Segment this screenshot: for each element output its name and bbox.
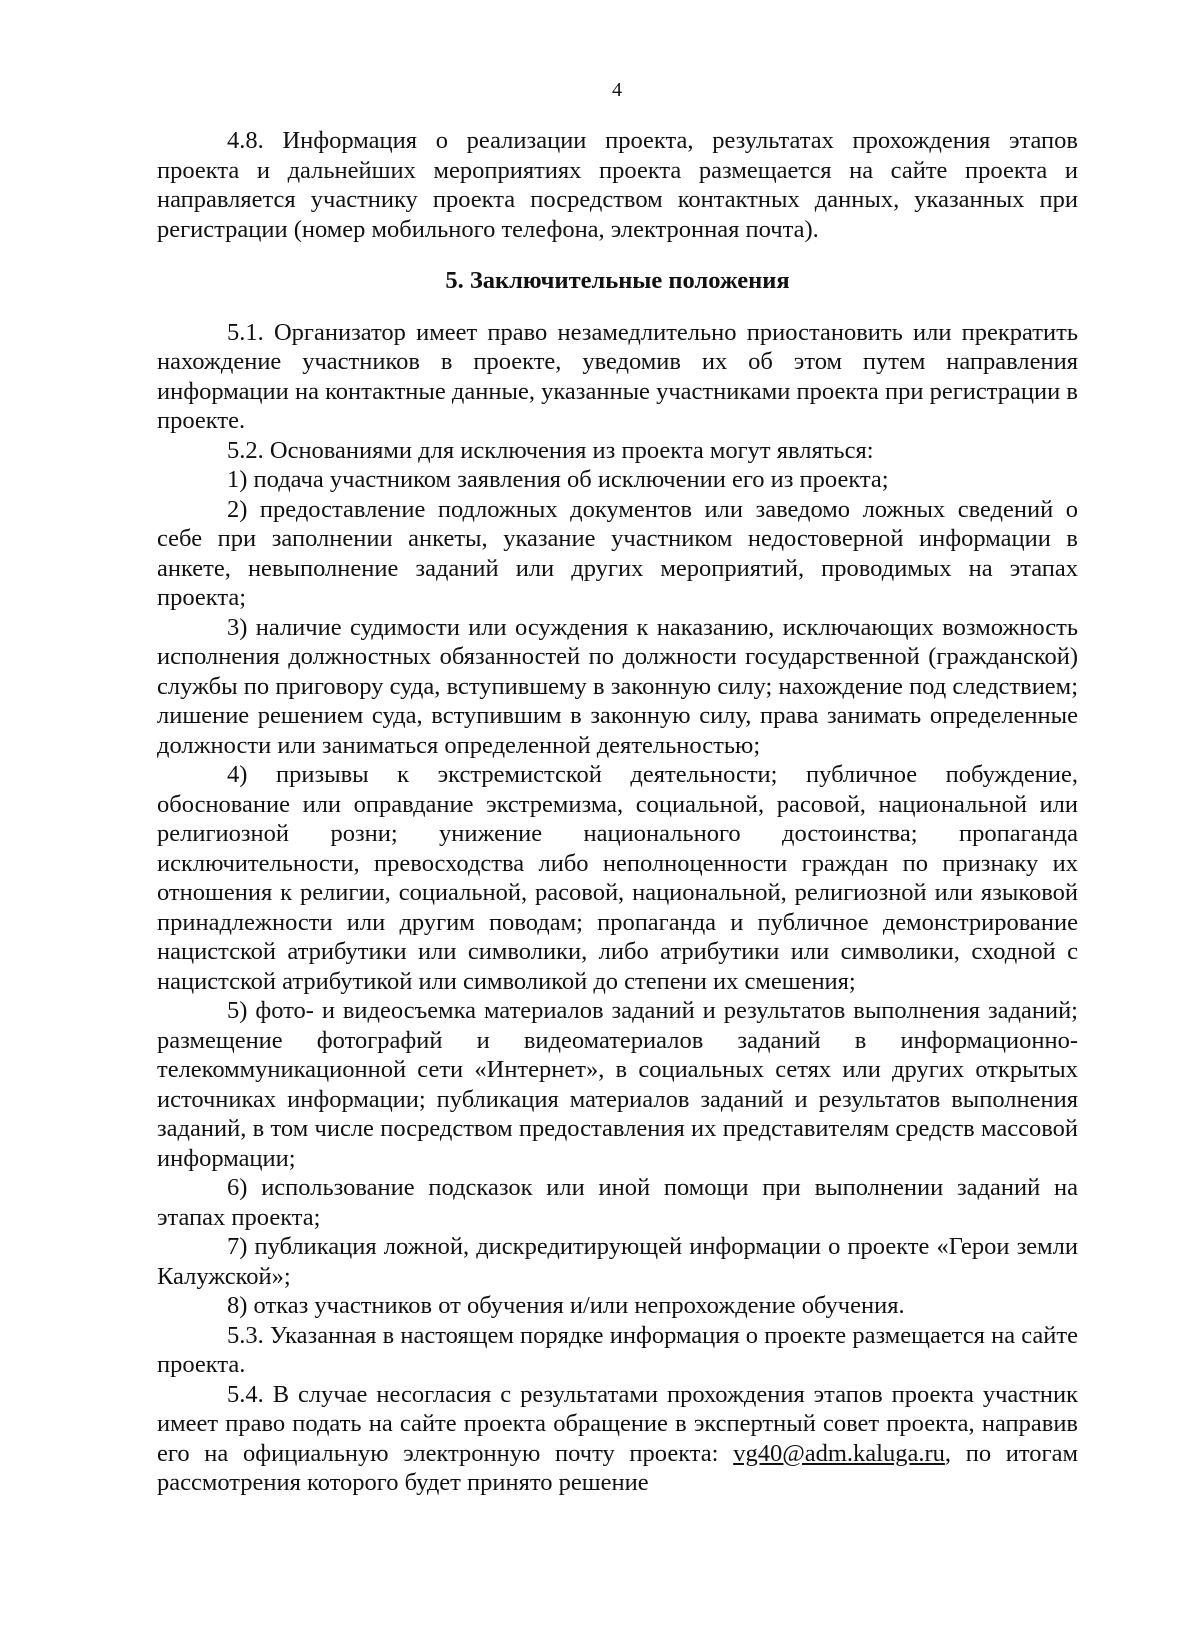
page-number: 4	[612, 79, 622, 101]
section-heading: 5. Заключительные положения	[445, 267, 790, 294]
paragraph-5-1: 5.1. Организатор имеет право незамедлительно приостановить или прекратить нахождение участников в проекте, уведомив их об этом путем направления информации на контактные данные, указанные участниками проекта при регистрации в проекте.	[157, 318, 1078, 434]
paragraph-5-2: 5.2. Основаниями для исключения из проекта могут являться:	[227, 436, 874, 464]
paragraph-5-4-text-end: , по итогам рассмотрения которого будет принято решение	[157, 1439, 1078, 1496]
list-item-2: 2) предоставление подложных документов или заведомо ложных сведений о себе при заполнении анкеты, указание участником недостоверной информации в анкете, невыполнение заданий или других мероприятий, проводимых на этапах проекта;	[157, 495, 1078, 611]
list-item-4: 4) призывы к экстремистской деятельности; публичное побуждение, обоснование или оправдание экстремизма, социальной, расовой, национальной или религиозной розни; унижение национального достоинства; пропаганда исключительности, превосходства либо неполноценности граждан по признаку их отношения к религии, социальной, расовой, национальной, религиозной или языковой принадлежности или другим поводам; пропаганда и публичное демонстрирование нацистской атрибутики или символики, либо атрибутики или символики, сходной с нацистской атрибутикой или символикой до степени их смешения;	[157, 761, 1078, 995]
project-email-link[interactable]: vg40@adm.kaluga.ru	[733, 1439, 945, 1467]
paragraph-4-8: 4.8. Информация о реализации проекта, результатах прохождения этапов проекта и дальнейших мероприятиях проекта размещается на сайте проекта и направляется участнику проекта посредством контактных данных, указанных при регистрации (номер мобильного телефона, электронная почта).	[157, 127, 1078, 243]
document-body	[157, 126, 1078, 1498]
list-item-3: 3) наличие судимости или осуждения к наказанию, исключающих возможность исполнения должностных обязанностей по должности государственной (гражданской) службы по приговору суда, вступившему в законную силу; нахождение под следствием; лишение решением суда, вступившим в законную силу, права занимать определенные должности или заниматься определенной деятельностью;	[157, 613, 1078, 759]
list-item-6: 6) использование подсказок или иной помощи при выполнении заданий на этапах проекта;	[157, 1174, 1078, 1231]
list-item-5: 5) фото- и видеосъемка материалов заданий и результатов выполнения заданий; размещение фотографий и видеоматериалов заданий в информационно-телекоммуникационной сети «Интернет», в социальных сетях или других открытых источниках информации; публикация материалов заданий и результатов выполнения заданий, в том числе посредством предоставления их представителям средств массовой информации;	[157, 997, 1078, 1172]
paragraph-5-4-text-start: 5.4. В случае несогласия с результатами прохождения этапов проекта участник имеет право подать на сайте проекта обращение в экспертный совет проекта, направив его на официальную электронную почту проекта:	[157, 1380, 1078, 1467]
paragraph-5-4	[157, 1380, 1078, 1498]
list-item-8: 8) отказ участников от обучения и/или непрохождение обучения.	[227, 1292, 905, 1319]
paragraph-5-3: 5.3. Указанная в настоящем порядке информация о проекте размещается на сайте проекта.	[157, 1321, 1078, 1378]
list-item-7: 7) публикация ложной, дискредитирующей информации о проекте «Герои земли Калужской»;	[157, 1233, 1078, 1290]
list-item-1: 1) подача участником заявления об исключении его из проекта;	[227, 466, 889, 493]
